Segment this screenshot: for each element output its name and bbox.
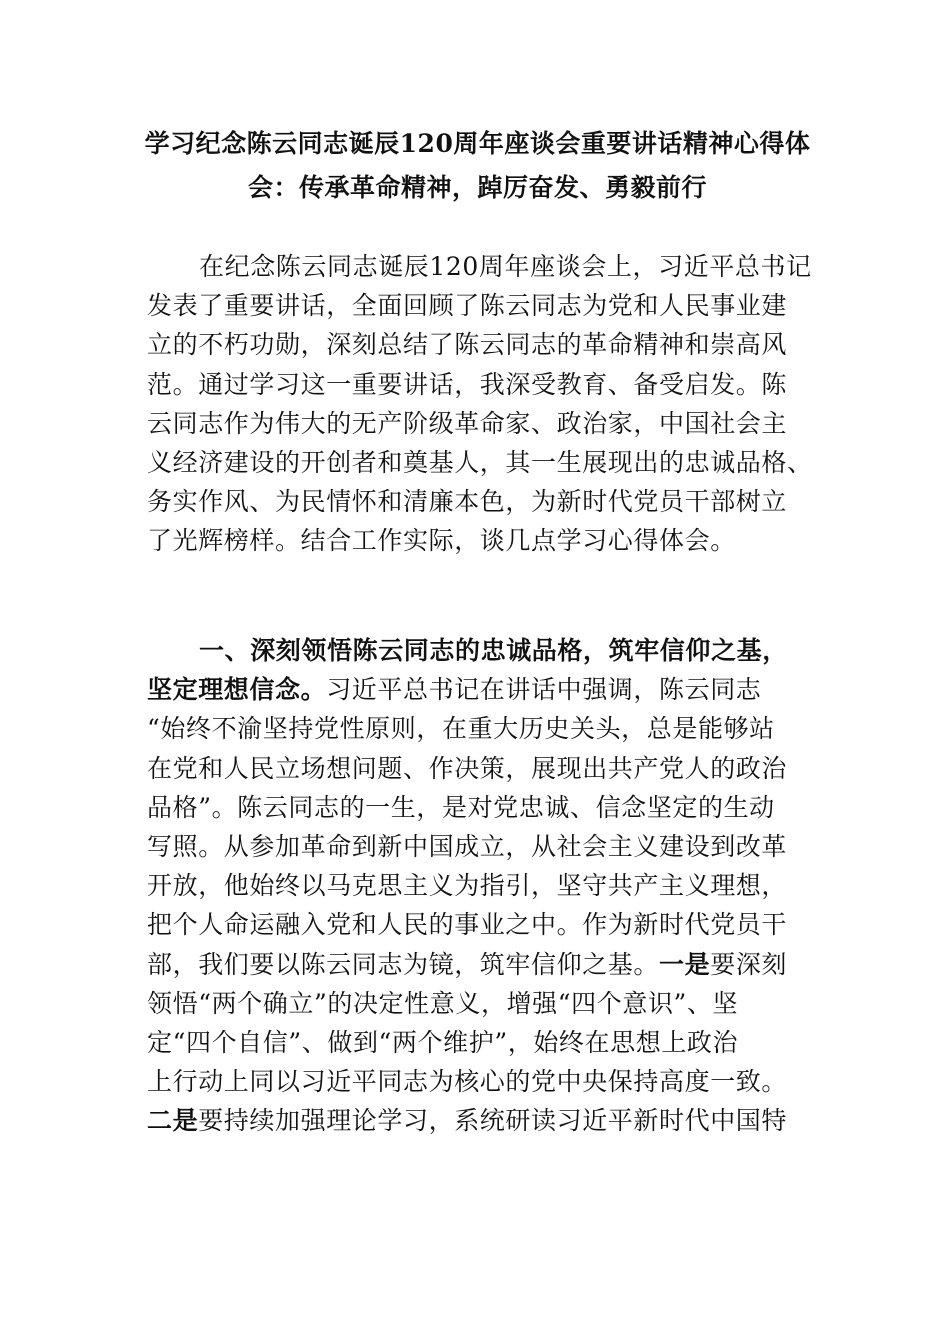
section-one-line-12: 上行动上同以习近平同志为核心的党中央保持高度一致。	[147, 1067, 788, 1097]
intro-line-4: 范。通过学习这一重要讲话，我深受教育、备受启发。陈	[147, 369, 788, 399]
point-one-marker: 一是	[659, 949, 711, 979]
intro-line-8: 了光辉榜样。结合工作实际，谈几点学习心得体会。	[147, 526, 736, 556]
point-two-text: 要持续加强理论学习，系统研读习近平新时代中国特	[198, 1106, 788, 1136]
title-line-2: 会：传承革命精神，踔厉奋发、勇毅前行	[247, 173, 707, 202]
intro-line-2: 发表了重要讲话，全面回顾了陈云同志为党和人民事业建	[147, 291, 788, 321]
intro-line-1: 在纪念陈云同志诞辰120周年座谈会上，习近平总书记	[199, 252, 812, 281]
section-one-line-2-text: 习近平总书记在讲话中强调，陈云同志	[326, 675, 762, 705]
section-one-line-7: 开放，他始终以马克思主义为指引，坚守共产主义理想，	[147, 871, 788, 901]
section-one-line-8: 把个人命运融入党和人民的事业之中。作为新时代党员干	[147, 910, 788, 940]
section-one-line-9	[147, 945, 812, 984]
section-one-line-2	[147, 670, 812, 709]
point-two-marker: 二是	[147, 1106, 199, 1136]
intro-line-6: 义经济建设的开创者和奠基人，其一生展现出的忠诚品格、	[147, 447, 813, 477]
intro-paragraph	[147, 247, 812, 561]
section-one-line-4: 在党和人民立场想问题、作决策，展现出共产党人的政治	[147, 753, 788, 783]
title-line-1: 学习纪念陈云同志诞辰120周年座谈会重要讲话精神心得体	[144, 129, 811, 158]
section-one-heading: 一、深刻领悟陈云同志的忠诚品格，筑牢信仰之基，	[199, 636, 788, 665]
section-one-line-3: “始终不渝坚持党性原则，在重大历史关头，总是能够站	[147, 714, 775, 744]
point-one-text: 要深刻	[710, 949, 788, 979]
intro-line-3: 立的不朽功勋，深刻总结了陈云同志的革命精神和崇高风	[147, 330, 788, 360]
section-one-line-6: 写照。从参加革命到新中国成立，从社会主义建设到改革	[147, 831, 788, 861]
section-one-line-10: 领悟“两个确立”的决定性意义，增强“四个意识”、坚	[147, 988, 739, 1018]
section-one-line-5: 品格”。陈云同志的一生，是对党忠诚、信念坚定的生动	[147, 792, 775, 822]
intro-line-5: 云同志作为伟大的无产阶级革命家、政治家，中国社会主	[147, 408, 788, 438]
intro-line-7: 务实作风、为民情怀和清廉本色，为新时代党员干部树立	[147, 487, 788, 517]
section-one-heading-end: 坚定理想信念。	[147, 675, 327, 705]
section-one-line-13	[147, 1101, 812, 1140]
section-one-paragraph	[147, 631, 812, 1140]
section-one-line-9-text: 部，我们要以陈云同志为镜，筑牢信仰之基。	[147, 949, 660, 979]
section-one-line-11: 定“四个自信”、做到“两个维护”，始终在思想上政治	[147, 1027, 739, 1057]
document-title	[140, 122, 815, 210]
